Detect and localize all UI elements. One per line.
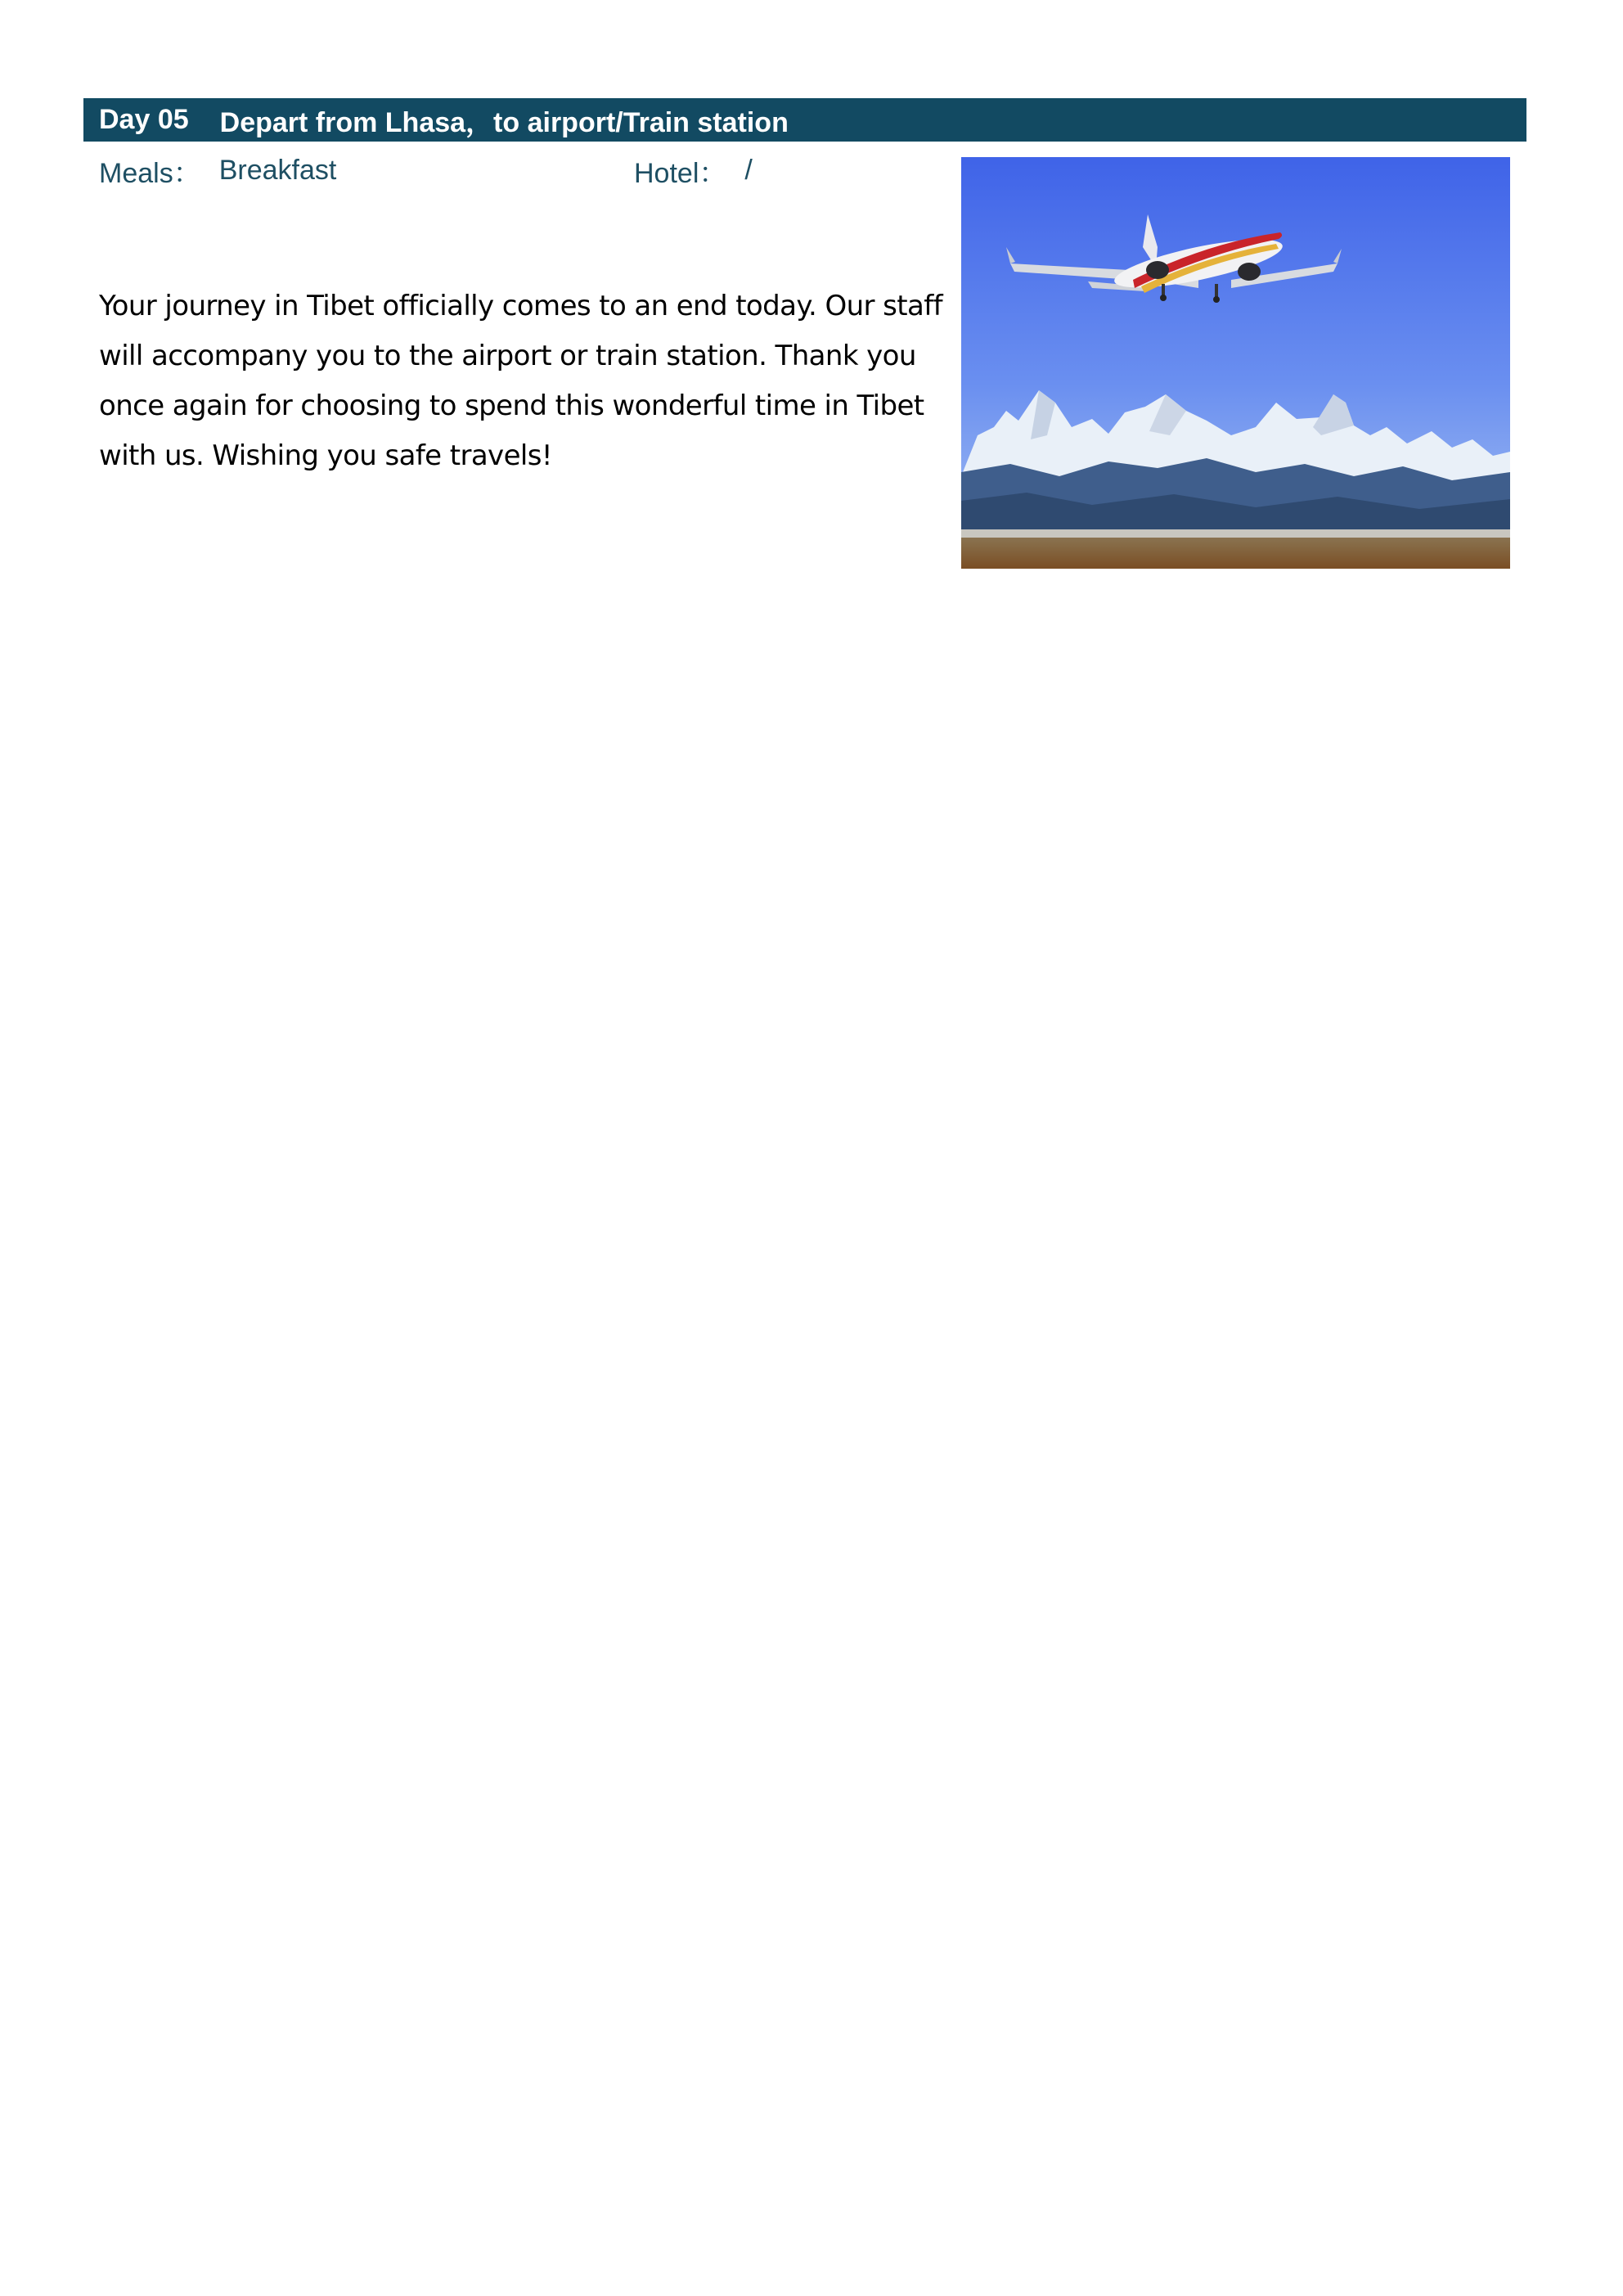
meals-label: Meals： [99,157,201,189]
hotel-label: Hotel： [634,157,727,189]
day-description: Your journey in Tibet officially comes to an end today. Our staff will accompany you to the airport or train station. Thank you once again for choosing to spend this wonderful time in Tibet with us. Wishing you safe travels! [99,290,942,472]
hotel-info [634,151,753,190]
day-header-bar [83,98,1526,142]
meals-info [99,151,336,190]
day-title: Depart from Lhasa，to airport/Train station [219,107,789,138]
airplane-over-mountains-photo [961,157,1510,569]
hotel-value: / [744,154,753,186]
day-number: Day 05 [99,104,189,135]
meals-value: Breakfast [218,154,337,186]
